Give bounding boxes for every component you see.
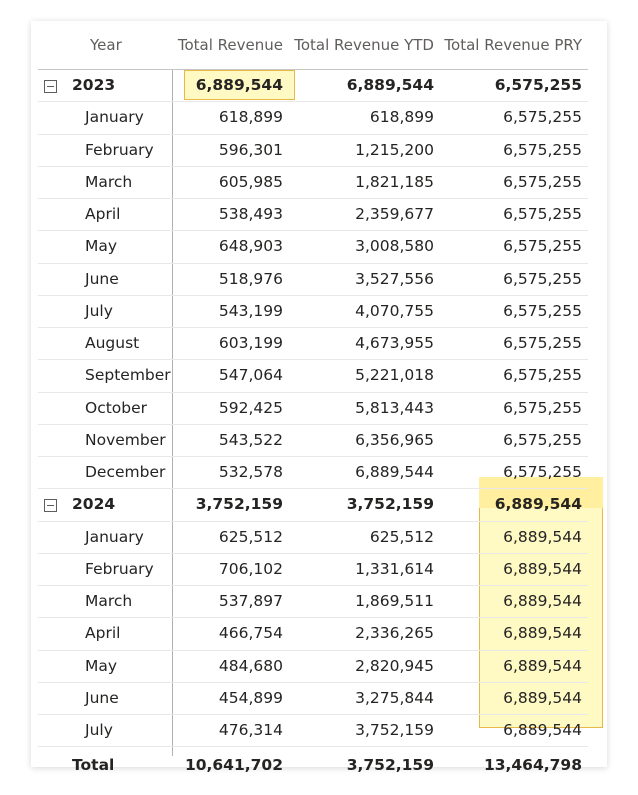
total-revenue-cell[interactable]: 476,314	[218, 721, 283, 739]
total-revenue-ytd-cell[interactable]: 4,070,755	[355, 301, 434, 320]
total-revenue-pry-cell[interactable]: 6,575,255	[503, 205, 582, 223]
total-revenue-ytd-cell[interactable]: 1,331,614	[355, 559, 434, 578]
month-label: January	[85, 527, 144, 546]
year-row-2023	[38, 70, 588, 102]
total-revenue-cell[interactable]: 537,897	[218, 592, 283, 610]
year-label: 2023	[72, 76, 116, 94]
total-revenue-pry-cell[interactable]: 6,575,255	[503, 398, 582, 417]
header-total-revenue[interactable]: Total Revenue	[177, 36, 283, 54]
total-revenue-ytd-cell[interactable]: 3,752,159	[346, 495, 434, 514]
total-revenue-pry-cell[interactable]: 6,575,255	[503, 269, 582, 288]
total-revenue-cell[interactable]: 3,752,159	[195, 495, 283, 514]
total-revenue-pry-cell[interactable]: 6,889,544	[494, 495, 582, 514]
total-revenue-ytd-cell[interactable]: 3,752,159	[355, 721, 434, 739]
total-revenue-cell[interactable]: 484,680	[218, 656, 283, 675]
column-header-row	[38, 28, 588, 70]
total-revenue-cell[interactable]: 518,976	[218, 269, 283, 288]
year-row-2024	[38, 489, 588, 521]
month-row	[38, 296, 588, 328]
total-revenue-cell[interactable]: 648,903	[218, 237, 283, 256]
total-revenue-ytd-cell[interactable]: 6,889,544	[355, 463, 434, 481]
month-row	[38, 135, 588, 167]
month-label: February	[85, 140, 154, 159]
total-revenue-ytd-cell[interactable]: 3,008,580	[355, 237, 434, 256]
total-revenue-pry-cell[interactable]: 6,889,544	[503, 656, 582, 675]
total-revenue-ytd-cell[interactable]: 2,820,945	[355, 656, 434, 675]
total-revenue-cell[interactable]: 543,199	[218, 301, 283, 320]
month-row	[38, 457, 588, 489]
collapse-icon[interactable]	[44, 80, 57, 93]
year-label: 2024	[72, 495, 116, 514]
month-row	[38, 618, 588, 650]
month-row	[38, 522, 588, 554]
total-revenue-pry-cell[interactable]: 6,889,544	[503, 592, 582, 610]
total-revenue-pry-cell[interactable]: 6,889,544	[503, 624, 582, 643]
total-revenue-cell[interactable]: 6,889,544	[195, 76, 283, 94]
total-revenue-ytd-cell[interactable]: 3,275,844	[355, 688, 434, 707]
total-revenue-ytd-cell[interactable]: 6,356,965	[355, 430, 434, 449]
total-revenue-pry-cell[interactable]: 6,575,255	[503, 172, 582, 191]
total-revenue-ytd-cell[interactable]: 3,527,556	[355, 269, 434, 288]
total-revenue-cell[interactable]: 625,512	[218, 527, 283, 546]
month-label: May	[85, 237, 118, 256]
total-revenue-cell[interactable]: 532,578	[218, 463, 283, 481]
total-revenue-cell[interactable]: 543,522	[218, 430, 283, 449]
month-label: August	[85, 334, 140, 352]
month-row	[38, 586, 588, 618]
total-revenue-cell[interactable]: 603,199	[218, 334, 283, 352]
total-label: Total	[72, 756, 115, 775]
month-row	[38, 715, 588, 747]
total-revenue-cell[interactable]: 596,301	[218, 140, 283, 159]
total-revenue-cell[interactable]: 10,641,702	[184, 756, 283, 775]
total-revenue-cell[interactable]: 605,985	[218, 172, 283, 191]
total-revenue-pry-cell[interactable]: 6,575,255	[503, 301, 582, 320]
total-revenue-ytd-cell[interactable]: 5,221,018	[355, 366, 434, 385]
total-revenue-cell[interactable]: 592,425	[218, 398, 283, 417]
total-revenue-ytd-cell[interactable]: 2,359,677	[355, 205, 434, 223]
total-revenue-pry-cell[interactable]: 6,575,255	[494, 76, 582, 94]
month-row	[38, 360, 588, 392]
total-revenue-cell[interactable]: 538,493	[218, 205, 283, 223]
total-revenue-pry-cell[interactable]: 6,889,544	[503, 688, 582, 707]
total-revenue-ytd-cell[interactable]: 6,889,544	[346, 76, 434, 94]
month-label: February	[85, 559, 154, 578]
total-revenue-pry-cell[interactable]: 6,575,255	[503, 237, 582, 256]
total-revenue-cell[interactable]: 706,102	[218, 559, 283, 578]
month-label: March	[85, 592, 133, 610]
header-year[interactable]: Year	[90, 36, 122, 54]
total-revenue-pry-cell[interactable]: 6,575,255	[503, 334, 582, 352]
total-revenue-ytd-cell[interactable]: 1,215,200	[355, 140, 434, 159]
total-revenue-cell[interactable]: 618,899	[218, 108, 283, 127]
month-row	[38, 393, 588, 425]
month-row	[38, 651, 588, 683]
month-row	[38, 554, 588, 586]
collapse-icon[interactable]	[44, 499, 57, 512]
total-revenue-ytd-cell[interactable]: 1,869,511	[355, 592, 434, 610]
total-revenue-pry-cell[interactable]: 13,464,798	[483, 756, 582, 775]
month-label: December	[85, 463, 166, 481]
total-revenue-cell[interactable]: 466,754	[218, 624, 283, 643]
total-revenue-pry-cell[interactable]: 6,889,544	[503, 559, 582, 578]
month-label: June	[85, 688, 119, 707]
total-revenue-pry-cell[interactable]: 6,575,255	[503, 108, 582, 127]
month-row	[38, 683, 588, 715]
month-label: January	[85, 108, 144, 127]
total-revenue-pry-cell[interactable]: 6,575,255	[503, 430, 582, 449]
total-revenue-ytd-cell[interactable]: 3,752,159	[346, 756, 434, 775]
month-label: April	[85, 624, 121, 643]
total-revenue-cell[interactable]: 454,899	[218, 688, 283, 707]
total-revenue-ytd-cell[interactable]: 5,813,443	[355, 398, 434, 417]
total-revenue-pry-cell[interactable]: 6,889,544	[503, 721, 582, 739]
header-total-revenue-ytd[interactable]: Total Revenue YTD	[294, 36, 434, 54]
total-revenue-ytd-cell[interactable]: 618,899	[369, 108, 434, 127]
month-label: April	[85, 205, 121, 223]
month-label: June	[85, 269, 119, 288]
total-revenue-ytd-cell[interactable]: 2,336,265	[355, 624, 434, 643]
month-label: March	[85, 172, 133, 191]
month-row	[38, 231, 588, 263]
matrix-table	[38, 28, 588, 783]
total-revenue-cell[interactable]: 547,064	[218, 366, 283, 385]
total-revenue-pry-cell[interactable]: 6,889,544	[503, 527, 582, 546]
month-row	[38, 199, 588, 231]
month-row	[38, 425, 588, 457]
month-row	[38, 328, 588, 360]
month-row	[38, 102, 588, 134]
grand-total-row	[38, 747, 588, 783]
total-revenue-ytd-cell[interactable]: 1,821,185	[355, 172, 434, 191]
month-row	[38, 167, 588, 199]
month-label: July	[85, 301, 113, 320]
total-revenue-pry-cell[interactable]: 6,575,255	[503, 463, 582, 481]
month-label: July	[85, 721, 113, 739]
total-revenue-ytd-cell[interactable]: 4,673,955	[355, 334, 434, 352]
total-revenue-ytd-cell[interactable]: 625,512	[369, 527, 434, 546]
header-total-revenue-pry[interactable]: Total Revenue PRY	[444, 36, 582, 54]
month-row	[38, 264, 588, 296]
total-revenue-pry-cell[interactable]: 6,575,255	[503, 140, 582, 159]
month-label: May	[85, 656, 118, 675]
month-label: September	[85, 366, 171, 385]
month-label: November	[85, 430, 166, 449]
month-label: October	[85, 398, 148, 417]
total-revenue-pry-cell[interactable]: 6,575,255	[503, 366, 582, 385]
